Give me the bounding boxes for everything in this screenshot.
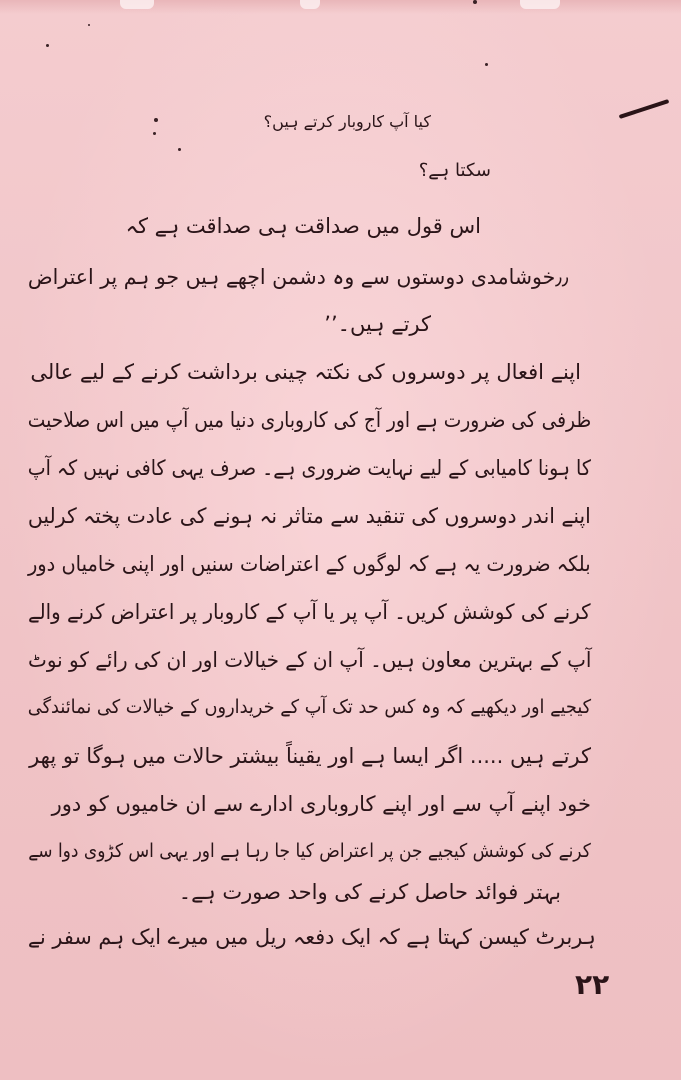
page-title: کیا آپ کاروبار کرتے ہیں؟ — [263, 112, 431, 131]
text-line: کرتے ہیں ..... اگر ایسا ہے اور یقیناً بیشتر حالات میں ہوگا تو پھر — [29, 744, 591, 768]
quote-line: کرتے ہیں۔٬٬ — [324, 312, 431, 336]
text-line: بلکہ ضرورت یہ ہے کہ لوگوں کے اعتراضات سنیں اور اپنی خامیاں دور — [28, 552, 591, 576]
ink-scratch — [619, 99, 670, 119]
text-line: اپنے اندر دوسروں کی تنقید سے متاثر نہ ہونے کی عادت پختہ کرلیں — [27, 504, 591, 528]
text-line: کا ہونا کامیابی کے لیے نہایت ضروری ہے۔ صرف یہی کافی نہیں کہ آپ — [27, 456, 591, 480]
text-line: اپنے افعال پر دوسروں کی نکتہ چینی برداشت کرنے کے لیے عالی — [30, 360, 581, 384]
page-edge-mark — [120, 0, 154, 9]
ink-speck — [485, 63, 488, 66]
ink-speck — [473, 0, 477, 4]
text-line: کیجیے اور دیکھیے کہ وہ کس حد تک آپ کے خریداروں کے خیالات کی نمائندگی — [27, 696, 591, 718]
quote-line: ٫٫خوشامدی دوستوں سے وہ دشمن اچھے ہیں جو ہم پر اعتراض — [28, 265, 569, 289]
text-line: ظرفی کی ضرورت ہے اور آج کی کاروباری دنیا میں آپ میں اس صلاحیت — [27, 408, 591, 432]
text-line: اس قول میں صداقت ہی صداقت ہے کہ — [125, 214, 481, 238]
ink-speck — [153, 132, 156, 135]
text-line: سکتا ہے؟ — [418, 160, 491, 181]
page-edge-mark — [300, 0, 320, 9]
ink-speck — [46, 44, 49, 47]
page-top-edge — [0, 0, 681, 14]
text-line: آپ کے بہترین معاون ہیں۔ آپ ان کے خیالات اور ان کی رائے کو نوٹ — [27, 648, 591, 672]
text-line: کرنے کی کوشش کیجیے جن پر اعتراض کیا جا رہا ہے اور یہی اس کڑوی دوا سے — [28, 840, 591, 862]
ink-speck — [154, 118, 158, 122]
text-line: خود اپنے آپ سے اور اپنے کاروباری ادارے سے ان خامیوں کو دور — [51, 792, 591, 816]
text-line: ہربرٹ کیسن کہتا ہے کہ ایک دفعہ ریل میں میرے ایک ہم سفر نے — [28, 925, 596, 949]
text-line: کرنے کی کوشش کریں۔ آپ پر یا آپ کے کاروبار پر اعتراض کرنے والے — [28, 600, 591, 624]
ink-speck — [178, 148, 181, 151]
page-number: ۲۲ — [575, 968, 610, 1001]
ink-speck — [88, 24, 90, 26]
page-edge-mark — [520, 0, 560, 9]
text-line: بہتر فوائد حاصل کرنے کی واحد صورت ہے۔ — [178, 880, 561, 904]
